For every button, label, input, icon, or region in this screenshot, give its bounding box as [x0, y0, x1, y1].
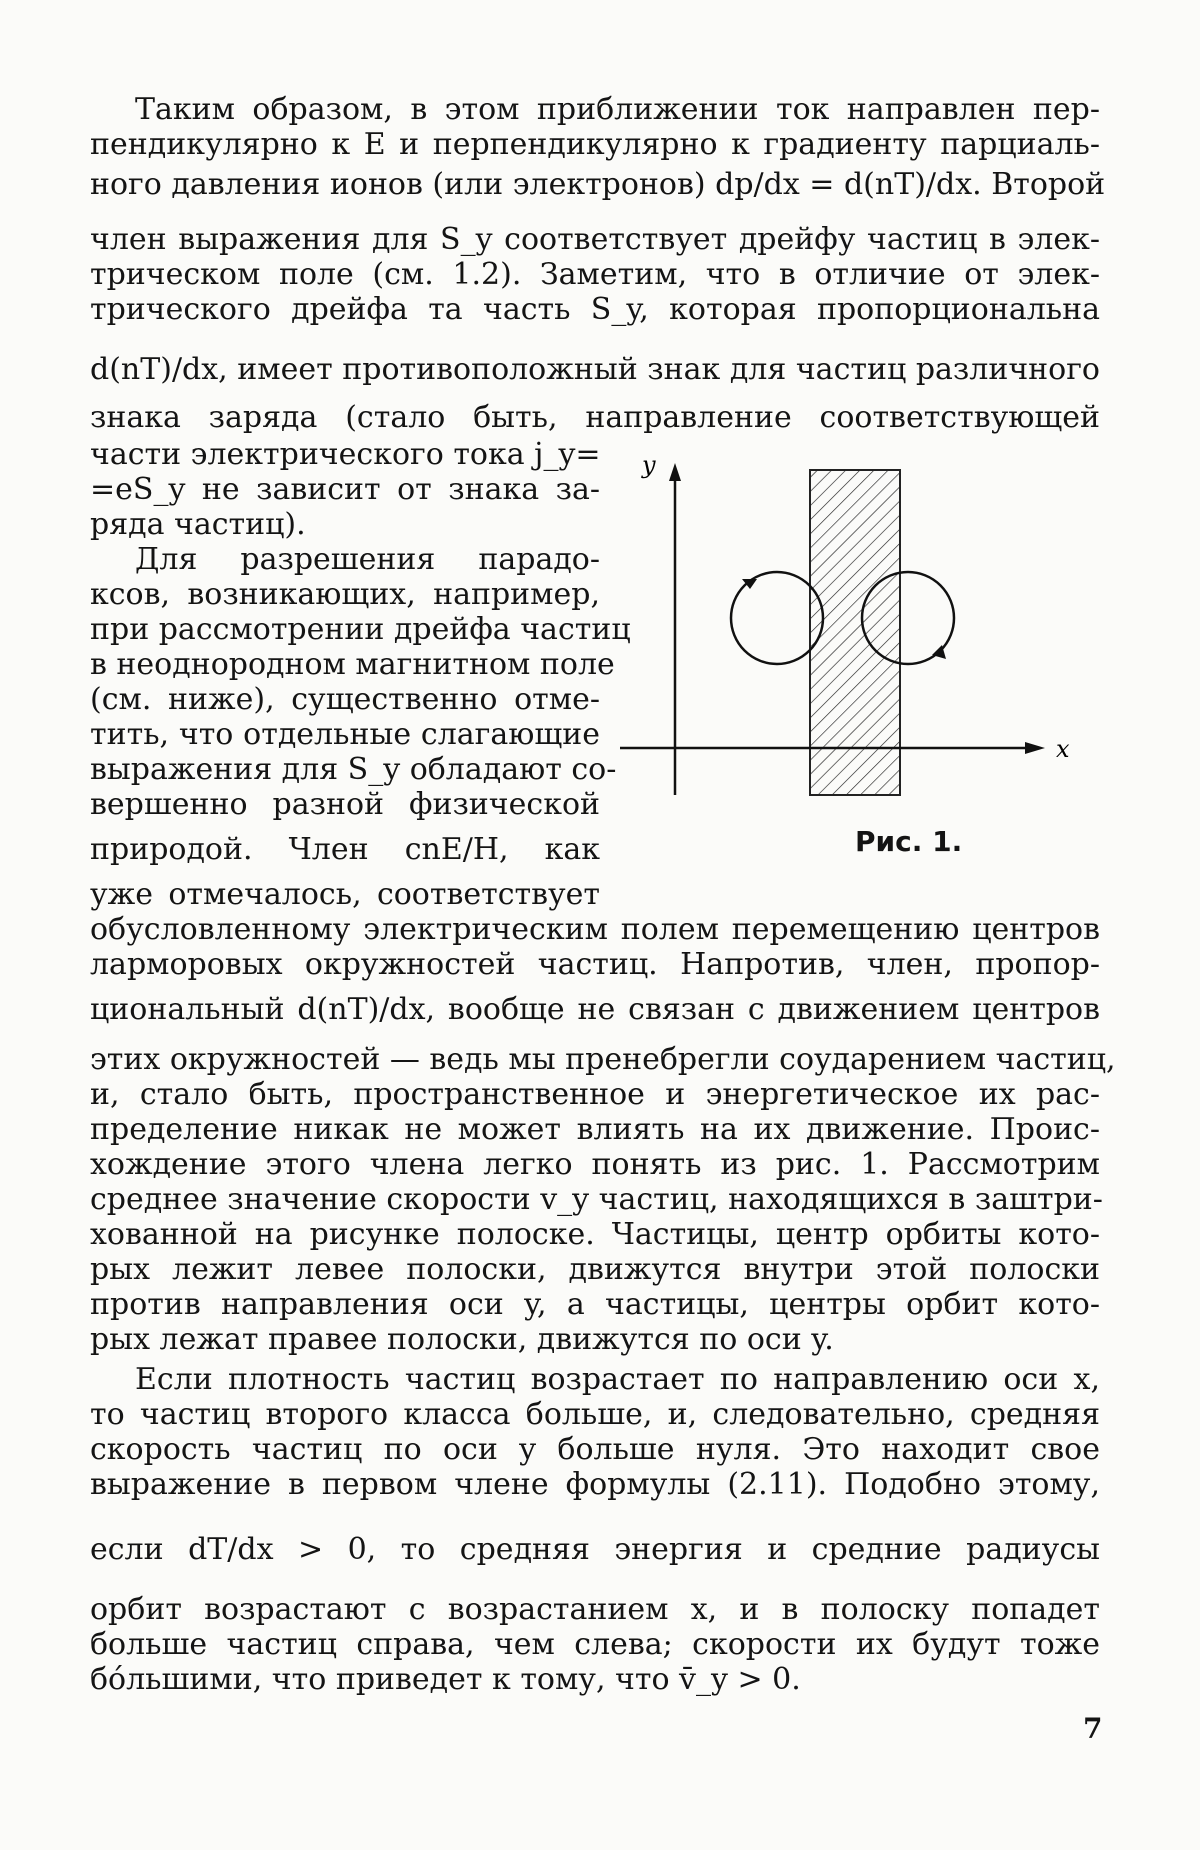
text-line-3: ного давления ионов (или электронов) dp/dx = d(nT)/dx. Второй	[90, 167, 1106, 202]
text-line-40: больше частиц справа, чем слева; скорости их будут тоже	[90, 1627, 1100, 1662]
text-line-35: то частиц второго класса больше, и, следовательно, средняя	[90, 1397, 1100, 1432]
text-line-6: трического дрейфа та часть S_y, которая пропорциональна	[90, 292, 1100, 327]
text-line-22: обусловленному электрическим полем перемещению центров	[90, 912, 1100, 947]
text-line-33: рых лежат правее полоски, движутся по оси y.	[90, 1322, 834, 1357]
x-axis-label: x	[1056, 735, 1070, 763]
text-line-28: хождение этого члена легко понять из рис. 1. Рассмотрим	[90, 1147, 1100, 1182]
text-line-26: и, стало быть, пространственное и энергетическое их рас-	[90, 1077, 1100, 1112]
text-line-12: Для разрешения парадо-	[135, 542, 600, 577]
y-axis-label: y	[642, 455, 656, 479]
text-line-31: рых лежит левее полоски, движутся внутри этой полоски	[90, 1252, 1100, 1287]
text-line-29: среднее значение скорости v_y частиц, находящихся в заштри-	[90, 1182, 1103, 1217]
figure-1	[620, 455, 1090, 815]
text-line-7: d(nT)/dx, имеет противоположный знак для частиц различного	[90, 352, 1100, 387]
text-line-30: хованной на рисунке полоске. Частицы, центр орбиты кото-	[90, 1217, 1100, 1252]
text-line-41: бóльшими, что приведет к тому, что v̄_y > 0.	[90, 1662, 801, 1697]
text-line-39: орбит возрастают с возрастанием x, и в полоску попадет	[90, 1592, 1100, 1627]
text-line-11: ряда частиц).	[90, 507, 306, 542]
page-number: 7	[1083, 1712, 1103, 1745]
text-line-24: циональный d(nT)/dx, вообще не связан с движением центров	[90, 992, 1100, 1027]
text-line-38: если dT/dx > 0, то средняя энергия и средние радиусы	[90, 1532, 1100, 1567]
text-line-14: при рассмотрении дрейфа частиц	[90, 612, 631, 647]
text-line-21: уже отмечалось, соответствует	[90, 877, 600, 912]
text-line-5: трическом поле (см. 1.2). Заметим, что в отличие от элек-	[90, 257, 1100, 292]
text-line-20: природой. Член cnE/H, как	[90, 832, 600, 867]
text-line-17: тить, что отдельные слагающие	[90, 717, 600, 752]
text-line-36: скорость частиц по оси y больше нуля. Это находит свое	[90, 1432, 1100, 1467]
figure-caption: Рис. 1.	[855, 825, 963, 858]
text-line-37: выражение в первом члене формулы (2.11). Подобно этому,	[90, 1467, 1100, 1502]
text-line-16: (см. ниже), существенно отме-	[90, 682, 600, 717]
text-line-23: ларморовых окружностей частиц. Напротив, член, пропор-	[90, 947, 1100, 982]
text-line-25: этих окружностей — ведь мы пренебрегли соударением частиц,	[90, 1042, 1116, 1077]
text-line-32: против направления оси y, а частицы, центры орбит кото-	[90, 1287, 1100, 1322]
text-line-2: пендикулярно к E и перпендикулярно к градиенту парциаль-	[90, 127, 1100, 162]
text-line-34: Если плотность частиц возрастает по направлению оси x,	[135, 1362, 1100, 1397]
text-line-8: знака заряда (стало быть, направление соответствующей	[90, 400, 1100, 435]
text-line-1: Таким образом, в этом приближении ток направлен пер-	[135, 92, 1100, 127]
text-line-10: =eS_y не зависит от знака за-	[90, 472, 600, 507]
text-line-18: выражения для S_y обладают со-	[90, 752, 617, 787]
text-line-19: вершенно разной физической	[90, 787, 600, 822]
text-line-4: член выражения для S_y соответствует дрейфу частиц в элек-	[90, 222, 1100, 257]
text-line-27: пределение никак не может влиять на их движение. Проис-	[90, 1112, 1100, 1147]
y-axis-arrow	[669, 463, 681, 481]
x-axis-arrow	[1025, 742, 1045, 754]
hatched-strip	[810, 470, 900, 795]
text-line-13: ксов, возникающих, например,	[90, 577, 600, 612]
text-line-15: в неоднородном магнитном поле	[90, 647, 615, 682]
text-line-9: части электрического тока j_y=	[90, 437, 601, 472]
